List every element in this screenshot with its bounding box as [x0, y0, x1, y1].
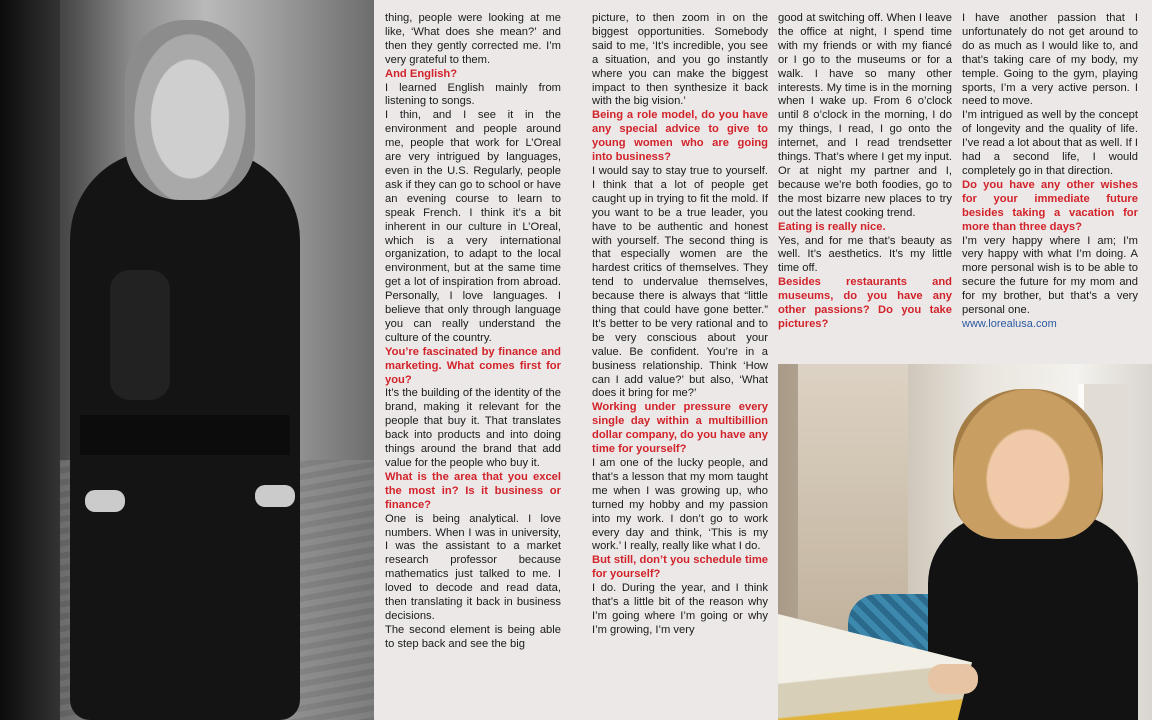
portrait-photo-right: [778, 364, 1152, 720]
question-heading: Being a role model, do you have any special advice to give to young women who are going into business?: [592, 109, 768, 164]
paragraph: The second element is being able to step back and see the big: [385, 623, 561, 650]
photo-head: [125, 20, 255, 200]
photo-pillar: [0, 0, 60, 720]
website-link[interactable]: www.lorealusa.com: [962, 317, 1057, 330]
question-heading: Besides restaurants and museums, do you have any other passions? Do you take pictures?: [778, 276, 952, 330]
article-column-4: [962, 12, 1138, 372]
question-heading: Do you have any other wishes for your immediate future besides taking a vacation for more than three days?: [962, 178, 1138, 233]
paragraph: I learned English mainly from listening to songs.: [385, 81, 561, 108]
paragraph: good at switching off. When I leave the office at night, I spend time with my friends or with my fiancé or I go to the museums or for a walk. I have so many other interests. My time is in the morning when I wake up. From 6 o’clock until 8 o’clock in the morning, I do my things, I read, I go onto the internet, and I read trendsetter things. That’s where I get my input. Or at night my partner and I, because we’re both foodies, go to the most bizarre new places to try out the latest cooking trend.: [778, 12, 952, 219]
paragraph: I do. During the year, and I think that’s a little bit of the reason why I’m going where I’m going or why I’m growing, I’m very: [592, 582, 768, 636]
photo-head: [953, 389, 1103, 539]
photo-hand-right: [255, 485, 295, 507]
question-heading: Working under pressure every single day within a multibillion dollar company, do you have any time for yourself?: [592, 401, 768, 456]
article-column-2: [592, 12, 768, 720]
portrait-photo-left: [0, 0, 374, 720]
question-heading: Eating is really nice.: [778, 220, 886, 233]
photo-belt: [80, 415, 290, 455]
paragraph: I am one of the lucky people, and that’s a lesson that my mom taught me when I was growing up, who turned my hobby and my passion into my work. I don’t go to work every day and think, ‘This is my work.’ I really, really like what I do.: [592, 457, 768, 553]
photo-scarf: [110, 270, 170, 400]
question-heading: And English?: [385, 67, 458, 80]
photo-hand-left: [85, 490, 125, 512]
question-heading: What is the area that you excel the most in? Is it business or finance?: [385, 470, 561, 511]
article-column-1: [385, 12, 561, 720]
paragraph: I have another passion that I unfortunately do not get around to do as much as I would like to, and that’s taking care of my body, my temple. Going to the gym, playing sports, I’m a very active person. I need to move.: [962, 12, 1138, 108]
paragraph: One is being analytical. I love numbers. When I was in university, I was the assistant to a market research professor because mathematics just talked to me. I loved to decode and read data, then translating it back in business decisions.: [385, 512, 561, 622]
paragraph: picture, to then zoom in on the biggest opportunities. Somebody said to me, ‘It’s incredible, you see a situation, and you go instantly where you can make the biggest impact to then synthesize it back with the big vision.’: [592, 12, 768, 108]
question-heading: But still, don’t you schedule time for yourself?: [592, 554, 768, 581]
paragraph: I’m very happy where I am; I’m very happy with what I’m doing. A more personal wish is to be able to secure the future for my mom and for my brother, but that’s a very personal one.: [962, 234, 1138, 317]
paragraph: It’s the building of the identity of the brand, making it relevant for the people that buy it. That translates back into products and into doing things around the brand that add value for the people who buy it.: [385, 387, 561, 469]
question-heading: You’re fascinated by finance and marketing. What comes first for you?: [385, 345, 561, 386]
photo-hand: [928, 664, 978, 694]
paragraph: I would say to stay true to yourself. I think that a lot of people get caught up in trying to fit the mold. If you want to be a true leader, you have to be authentic and honest with yourself. The second thing is that especially women are the hardest critics of themselves. They tend to undervalue themselves, because there is always that “little thing that could have gone better.” It’s better to be very rational and to be very conscious about your value. Be confident. You’re in a business relationship. Think ‘How can I add value?’ but also, ‘What does it bring for me?’: [592, 164, 768, 400]
paragraph: thing, people were looking at me like, ‘What does she mean?’ and then they gently corrected me. I’m very grateful to them.: [385, 12, 561, 66]
paragraph: I’m intrigued as well by the concept of longevity and the quality of life. I’ve read a lot about that as well. If I had a second life, I would completely go in that direction.: [962, 109, 1138, 177]
paragraph: Yes, and for me that’s beauty as well. It’s aesthetics. It’s my little time off.: [778, 234, 952, 275]
paragraph: I thin, and I see it in the environment and people around me, people that work for L’Oreal are very intrigued by languages, even in the U.S. Regularly, people ask if they can go to school or have an evening course to learn to speak French. I think it’s a bit inherent in our culture in L’Oreal, which is a very international organization, to adapt to the local environment, but at the same time get a lot of inspiration from abroad. Personally, I love languages. I believe that only through language you can really understand the culture of the country.: [385, 109, 561, 344]
